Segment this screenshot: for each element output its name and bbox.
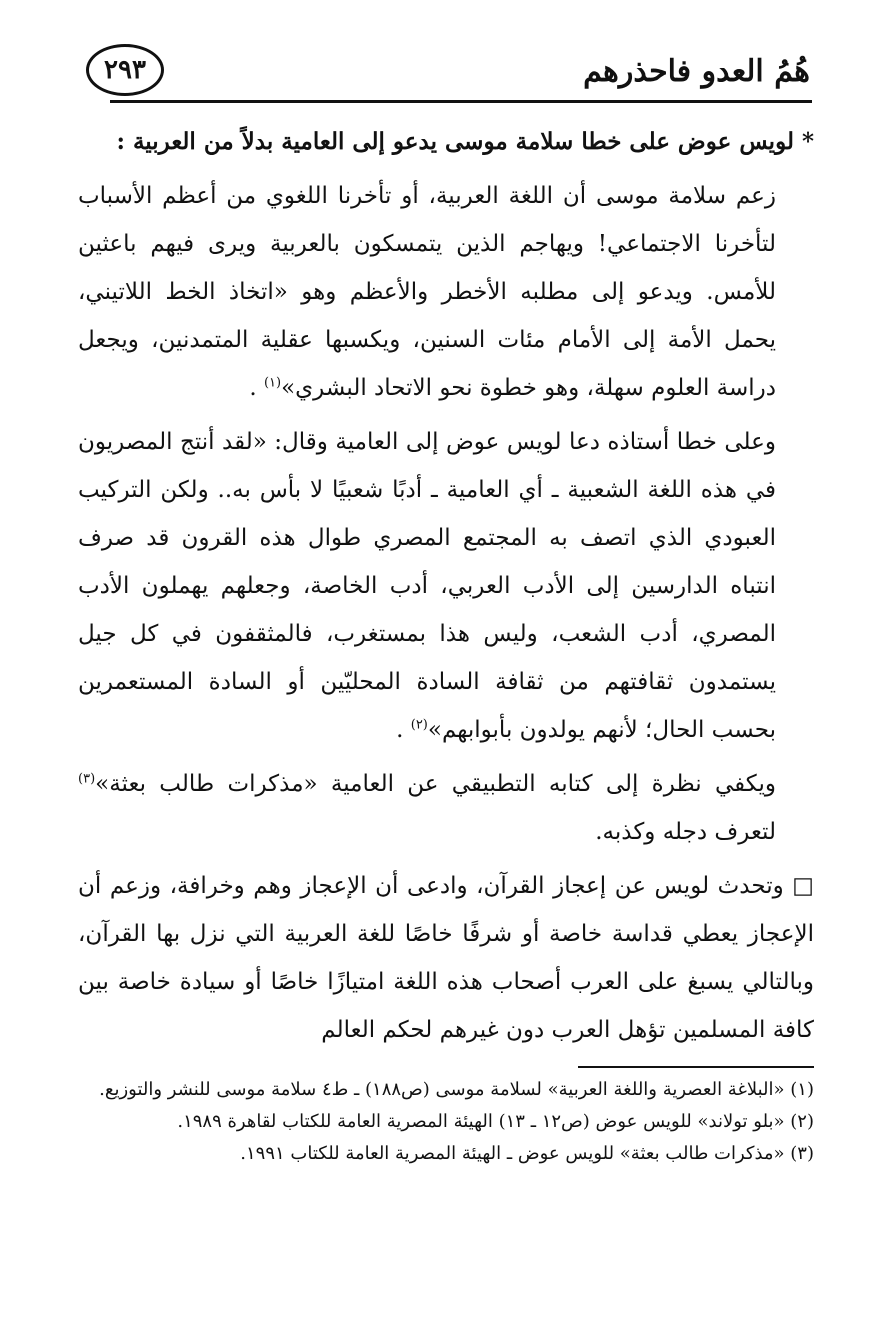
header-rule — [110, 100, 812, 103]
paragraph-1 — [78, 172, 814, 412]
paragraph-2-end: . — [396, 717, 411, 743]
footnote-ref-3: (٣) — [78, 771, 96, 787]
footnote-divider — [578, 1066, 814, 1068]
paragraph-3 — [78, 760, 814, 856]
paragraph-2-text: وعلى خطا أستاذه دعا لويس عوض إلى العامية وقال: «لقد أنتج المصريون في هذه اللغة الشعبية ـ أي العامية ـ أدبًا شعبيًا لا بأس به.. ولكن التركيب العبودي الذي اتصف به المجتمع المصري طوال هذه القرون قد صرف انتباه الدارسين إلى الأدب العربي، أدب الخاصة، وجعلهم يهملون الأدب المصري، أدب الشعب، وليس هذا بمستغرب، فالمثقفون في كل جيل يستمدون ثقافتهم من ثقافة السادة المحليّين أو السادة المستعمرين بحسب الحال؛ لأنهم يولدون بأبوابهم» — [78, 429, 776, 743]
paragraph-1-text: زعم سلامة موسى أن اللغة العربية، أو تأخرنا اللغوي من أعظم الأسباب لتأخرنا الاجتماعي! ويهاجم الذين يتمسكون بالعربية ويرى فيهم باعثين للأمس. ويدعو إلى مطلبه الأخطر والأعظم وهو «اتخاذ الخط اللاتيني، يحمل الأمة إلى الأمام مئات السنين، ويكسبها عقلية المتمدنين، ويجعل دراسة العلوم سهلة، وهو خطوة نحو الاتحاد البشري» — [78, 183, 776, 401]
section-heading: * لويس عوض على خطا سلامة موسى يدعو إلى العامية بدلاً من العربية : — [116, 128, 814, 155]
footnote-ref-1: (١) — [263, 375, 282, 391]
paragraph-4: □ وتحدث لويس عن إعجاز القرآن، وادعى أن الإعجاز وهم وخرافة، وزعم أن الإعجاز يعطي قداسة خاصة أو شرفًا خاصًا للغة العربية التي نزل بها القرآن، وبالتالي يسبغ على العرب أصحاب هذه اللغة امتيازًا خاصًا أو سيادة خاصة بين كافة المسلمين تؤهل العرب دون غيرهم لحكم العالم — [78, 873, 814, 1043]
page-header — [0, 0, 872, 110]
footnote-ref-2: (٢) — [410, 717, 428, 733]
running-title: هُمُ العدو فاحذرهم — [583, 54, 810, 89]
main-text — [78, 118, 814, 1060]
paragraph-2 — [78, 418, 814, 754]
page-number: ٢٩٣ — [86, 44, 164, 96]
footnotes — [78, 1074, 814, 1170]
paragraph-1-end: . — [249, 375, 264, 401]
footnote-2: (٢) «بلو تولاند» للويس عوض (ص١٢ ـ ١٣) الهيئة المصرية العامة للكتاب لقاهرة ١٩٨٩. — [177, 1111, 814, 1132]
footnote-3: (٣) «مذكرات طالب بعثة» للويس عوض ـ الهيئة المصرية العامة للكتاب ١٩٩١. — [240, 1143, 814, 1164]
footnote-1: (١) «البلاغة العصرية واللغة العربية» لسلامة موسى (ص١٨٨) ـ ط٤ سلامة موسى للنشر والتوزيع. — [99, 1079, 814, 1100]
paragraph-3-end: لتعرف دجله وكذبه. — [595, 819, 776, 845]
paragraph-3-text: ويكفي نظرة إلى كتابه التطبيقي عن العامية «مذكرات طالب بعثة» — [95, 771, 776, 797]
